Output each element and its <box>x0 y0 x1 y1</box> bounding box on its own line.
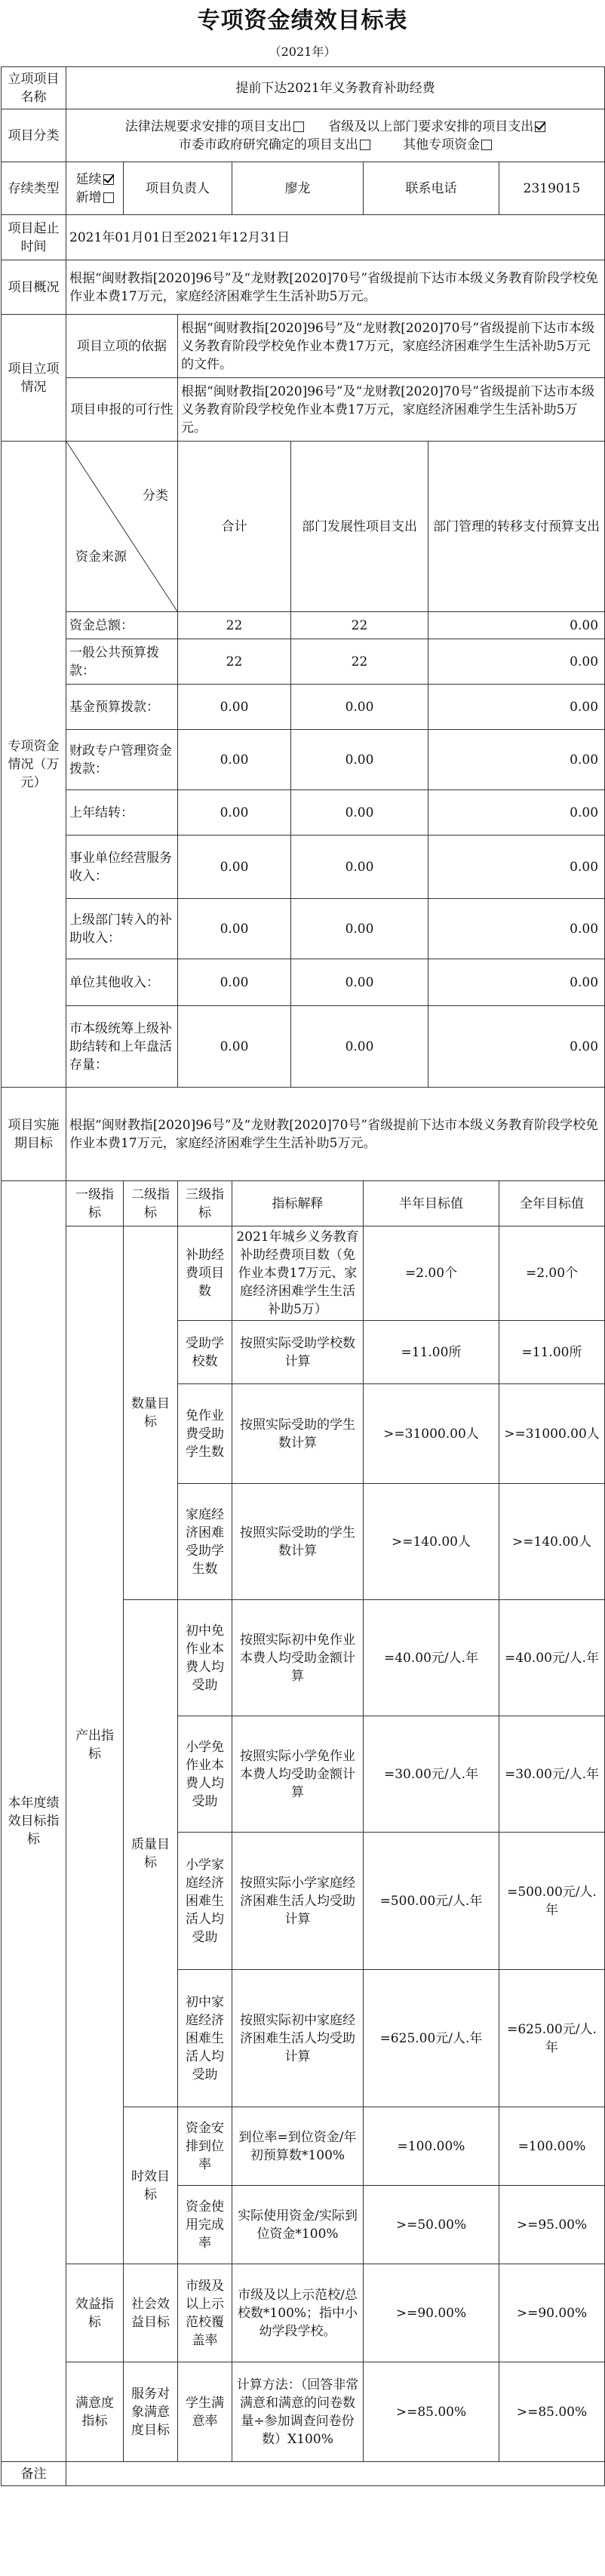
setup-label: 项目立项情况 <box>2 315 66 442</box>
indicator-half: =100.00% <box>364 2107 499 2186</box>
overview-label: 项目概况 <box>2 260 66 315</box>
indicator-half: =30.00元/人.年 <box>364 1716 499 1833</box>
funds-row-label: 上年结转： <box>66 790 178 836</box>
funds-row-label: 事业单位经营服务收入： <box>66 836 178 899</box>
level2-quality: 质量目标 <box>124 1600 178 2107</box>
indicator-desc: 按照实际初中免作业本费人均受助金额计算 <box>232 1600 364 1716</box>
ind-header-half: 半年目标值 <box>364 1181 499 1226</box>
level1-output: 产出指标 <box>66 1226 124 2264</box>
funds-row-label: 基金预算拨款： <box>66 685 178 730</box>
funds-cell: 0.00 <box>178 790 291 836</box>
funds-cell: 0.00 <box>428 1006 605 1088</box>
funds-cell: 22 <box>178 639 291 685</box>
indicator-name: 初中免作业本费人均受助 <box>178 1600 232 1716</box>
funds-cell: 0.00 <box>178 959 291 1006</box>
funds-col-header-1: 部门发展性项目支出 <box>291 442 428 612</box>
project-type-options: 延续 新增 <box>66 162 124 215</box>
indicator-name: 小学免作业本费人均受助 <box>178 1716 232 1833</box>
diag-bottom-label: 资金来源 <box>75 549 127 565</box>
type-checkbox-1[interactable] <box>103 192 114 203</box>
indicator-desc: 到位率=到位资金/年初预算数*100% <box>232 2107 364 2186</box>
indicator-half: =500.00元/人.年 <box>364 1833 499 1970</box>
indicator-full: =30.00元/人.年 <box>499 1716 605 1833</box>
indicator-name: 家庭经济困难受助学生数 <box>178 1484 232 1600</box>
ind-header-level1: 一级指标 <box>66 1181 124 1226</box>
indicator-half: >=140.00人 <box>364 1484 499 1600</box>
basis-value: 根据“闽财教指[2020]96号”及“龙财教[2020]70号”省级提前下达市本级义务教育阶段学校免作业本费17万元，家庭经济困难学生生活补助5万元的文件。 <box>178 315 605 378</box>
indicator-desc: 按照实际受助学校数计算 <box>232 1321 364 1384</box>
funds-cell: 0.00 <box>178 730 291 790</box>
ind-header-level2: 二级指标 <box>124 1181 178 1226</box>
project-type-label: 存续类型 <box>2 162 66 215</box>
level2-social-benefit: 社会效益目标 <box>124 2264 178 2362</box>
funds-row <box>2 836 605 899</box>
goal-label: 项目实施期目标 <box>2 1088 66 1181</box>
funds-cell: 0.00 <box>291 899 428 959</box>
overview-value: 根据“闽财教指[2020]96号”及“龙财教[2020]70号”省级提前下达市本级义务教育阶段学校免作业本费17万元，家庭经济困难学生生活补助5万元。 <box>66 260 605 315</box>
funds-row <box>2 899 605 959</box>
funds-cell: 0.00 <box>291 730 428 790</box>
indicator-desc: 按照实际小学免作业本费人均受助金额计算 <box>232 1716 364 1833</box>
phone-label: 联系电话 <box>364 162 499 215</box>
funds-cell: 0.00 <box>428 730 605 790</box>
document-title: 专项资金绩效目标表 <box>197 8 408 34</box>
category-option-1: 省级及以上部门要求安排的项目支出 <box>328 119 545 134</box>
indicators-section-label: 本年度绩效目标指标 <box>2 1181 66 2462</box>
funds-cell: 0.00 <box>291 1006 428 1088</box>
funds-row <box>2 639 605 685</box>
project-name-label: 立项项目名称 <box>2 67 66 109</box>
funds-cell: 0.00 <box>428 790 605 836</box>
funds-row <box>2 730 605 790</box>
phone-value: 2319015 <box>499 162 605 215</box>
funds-cell: 0.00 <box>178 1006 291 1088</box>
indicator-desc: 按照实际小学家庭经济困难生活人均受助计算 <box>232 1833 364 1970</box>
funds-cell: 0.00 <box>428 612 605 639</box>
indicator-name: 市级及以上示范校覆盖率 <box>178 2264 232 2362</box>
indicator-desc: 按照实际初中家庭经济困难生活人均受助计算 <box>232 1970 364 2107</box>
funds-cell: 0.00 <box>291 685 428 730</box>
indicator-full: >=90.00% <box>499 2264 605 2362</box>
diagonal-line <box>66 442 177 611</box>
indicator-name: 资金安排到位率 <box>178 2107 232 2186</box>
level1-benefit: 效益指标 <box>66 2264 124 2362</box>
category-option-2: 市委市政府研究确定的项目支出 <box>179 137 370 152</box>
indicator-desc: 市级及以上示范校/总校数*100%；指中小幼学段学校。 <box>232 2264 364 2362</box>
funds-cell: 0.00 <box>428 899 605 959</box>
remarks-label: 备注 <box>2 2462 66 2486</box>
funds-cell: 0.00 <box>178 685 291 730</box>
funds-cell: 22 <box>178 612 291 639</box>
funds-row-label: 一般公共预算拨款： <box>66 639 178 685</box>
indicator-full: =500.00元/人.年 <box>499 1833 605 1970</box>
performance-table <box>1 66 605 2486</box>
goal-value: 根据“闽财教指[2020]96号”及“龙财教[2020]70号”省级提前下达市本级义务教育阶段学校免作业本费17万元，家庭经济困难学生生活补助5万元。 <box>66 1088 605 1181</box>
funds-row-label: 市本级统筹上级补助结转和上年盘活存量： <box>66 1006 178 1088</box>
project-category-options <box>66 109 605 162</box>
type-checkbox-0[interactable] <box>103 174 114 185</box>
indicator-full: >=85.00% <box>499 2362 605 2462</box>
funds-diagonal-header <box>66 442 178 612</box>
funds-cell: 22 <box>291 612 428 639</box>
indicator-name: 学生满意率 <box>178 2362 232 2462</box>
remarks-value <box>66 2462 605 2486</box>
funds-row <box>2 685 605 730</box>
indicator-desc: 按照实际受助的学生数计算 <box>232 1484 364 1600</box>
project-category-label: 项目分类 <box>2 109 66 162</box>
ind-header-level3: 三级指标 <box>178 1181 232 1226</box>
indicator-name: 小学家庭经济困难生活人均受助 <box>178 1833 232 1970</box>
funds-cell: 22 <box>291 639 428 685</box>
category-checkbox-3[interactable] <box>481 140 492 150</box>
indicator-full: =40.00元/人.年 <box>499 1600 605 1716</box>
feasibility-label: 项目申报的可行性 <box>66 378 178 442</box>
owner-label: 项目负责人 <box>124 162 232 215</box>
indicator-desc: 2021年城乡义务教育补助经费项目数（免作业本费17万元、家庭经济困难学生生活补助5万） <box>232 1226 364 1321</box>
category-option-0: 法律法规要求安排的项目支出 <box>125 119 304 134</box>
period-value: 2021年01月01日至2021年12月31日 <box>66 215 605 260</box>
indicator-name: 受助学校数 <box>178 1321 232 1384</box>
indicator-full: =11.00所 <box>499 1321 605 1384</box>
indicator-row <box>2 1226 605 1321</box>
funds-row <box>2 790 605 836</box>
level2-satisfaction: 服务对象满意度目标 <box>124 2362 178 2462</box>
category-checkbox-1[interactable] <box>535 122 545 132</box>
funds-row-label: 上级部门转入的补助收入： <box>66 899 178 959</box>
level2-quantity: 数量目标 <box>124 1226 178 1600</box>
funds-cell: 0.00 <box>291 959 428 1006</box>
indicator-half: =40.00元/人.年 <box>364 1600 499 1716</box>
funds-cell: 0.00 <box>178 899 291 959</box>
indicator-half: =2.00个 <box>364 1226 499 1321</box>
indicator-full: >=95.00% <box>499 2186 605 2264</box>
funds-cell: 0.00 <box>428 836 605 899</box>
indicator-desc: 计算方法：（回答非常满意和满意的问卷数量÷参加调查问卷份数）X100% <box>232 2362 364 2462</box>
project-name: 提前下达2021年义务教育补助经费 <box>66 67 605 109</box>
indicator-full: =100.00% <box>499 2107 605 2186</box>
indicator-row <box>2 2362 605 2462</box>
indicator-half: >=50.00% <box>364 2186 499 2264</box>
indicator-desc: 实际使用资金/实际到位资金*100% <box>232 2186 364 2264</box>
funds-section-label: 专项资金情况（万元） <box>2 442 66 1088</box>
indicator-half: =11.00所 <box>364 1321 499 1384</box>
indicator-half: =625.00元/人.年 <box>364 1970 499 2107</box>
indicator-half: >=90.00% <box>364 2264 499 2362</box>
funds-cell: 0.00 <box>178 836 291 899</box>
funds-cell: 0.00 <box>428 959 605 1006</box>
indicator-name: 资金使用完成率 <box>178 2186 232 2264</box>
funds-cell: 0.00 <box>291 790 428 836</box>
indicator-full: >=31000.00人 <box>499 1384 605 1484</box>
funds-col-header-0: 合计 <box>178 442 291 612</box>
funds-row-label: 财政专户管理资金拨款： <box>66 730 178 790</box>
level2-timeliness: 时效目标 <box>124 2107 178 2264</box>
diag-top-label: 分类 <box>143 488 168 503</box>
funds-row <box>2 612 605 639</box>
funds-col-header-2: 部门管理的转移支付预算支出 <box>428 442 605 612</box>
period-label: 项目起止时间 <box>2 215 66 260</box>
category-option-3: 其他专项资金 <box>403 137 492 152</box>
funds-cell: 0.00 <box>428 685 605 730</box>
funds-row-label: 资金总额： <box>66 612 178 639</box>
indicator-full: >=140.00人 <box>499 1484 605 1600</box>
feasibility-value: 根据“闽财教指[2020]96号”及“龙财教[2020]70号”省级提前下达市本级义务教育阶段学校免作业本费17万元，家庭经济困难学生生活补助5万元。 <box>178 378 605 442</box>
funds-cell: 0.00 <box>428 639 605 685</box>
indicator-name: 补助经费项目数 <box>178 1226 232 1321</box>
category-checkbox-2[interactable] <box>360 140 370 150</box>
category-checkbox-0[interactable] <box>293 122 304 132</box>
funds-row <box>2 959 605 1006</box>
indicator-row <box>2 2264 605 2362</box>
basis-label: 项目立项的依据 <box>66 315 178 378</box>
funds-row <box>2 1006 605 1088</box>
funds-cell: 0.00 <box>291 836 428 899</box>
ind-header-desc: 指标解释 <box>232 1181 364 1226</box>
level1-satisfaction: 满意度指标 <box>66 2362 124 2462</box>
indicator-half: >=31000.00人 <box>364 1384 499 1484</box>
indicator-half: >=85.00% <box>364 2362 499 2462</box>
indicator-full: =2.00个 <box>499 1226 605 1321</box>
indicator-name: 初中家庭经济困难生活人均受助 <box>178 1970 232 2107</box>
owner-value: 廖龙 <box>232 162 364 215</box>
funds-row-label: 单位其他收入： <box>66 959 178 1006</box>
document-year: （2021年） <box>269 45 336 59</box>
indicator-full: =625.00元/人.年 <box>499 1970 605 2107</box>
indicator-name: 免作业费受助学生数 <box>178 1384 232 1484</box>
ind-header-full: 全年目标值 <box>499 1181 605 1226</box>
indicator-desc: 按照实际受助的学生数计算 <box>232 1384 364 1484</box>
